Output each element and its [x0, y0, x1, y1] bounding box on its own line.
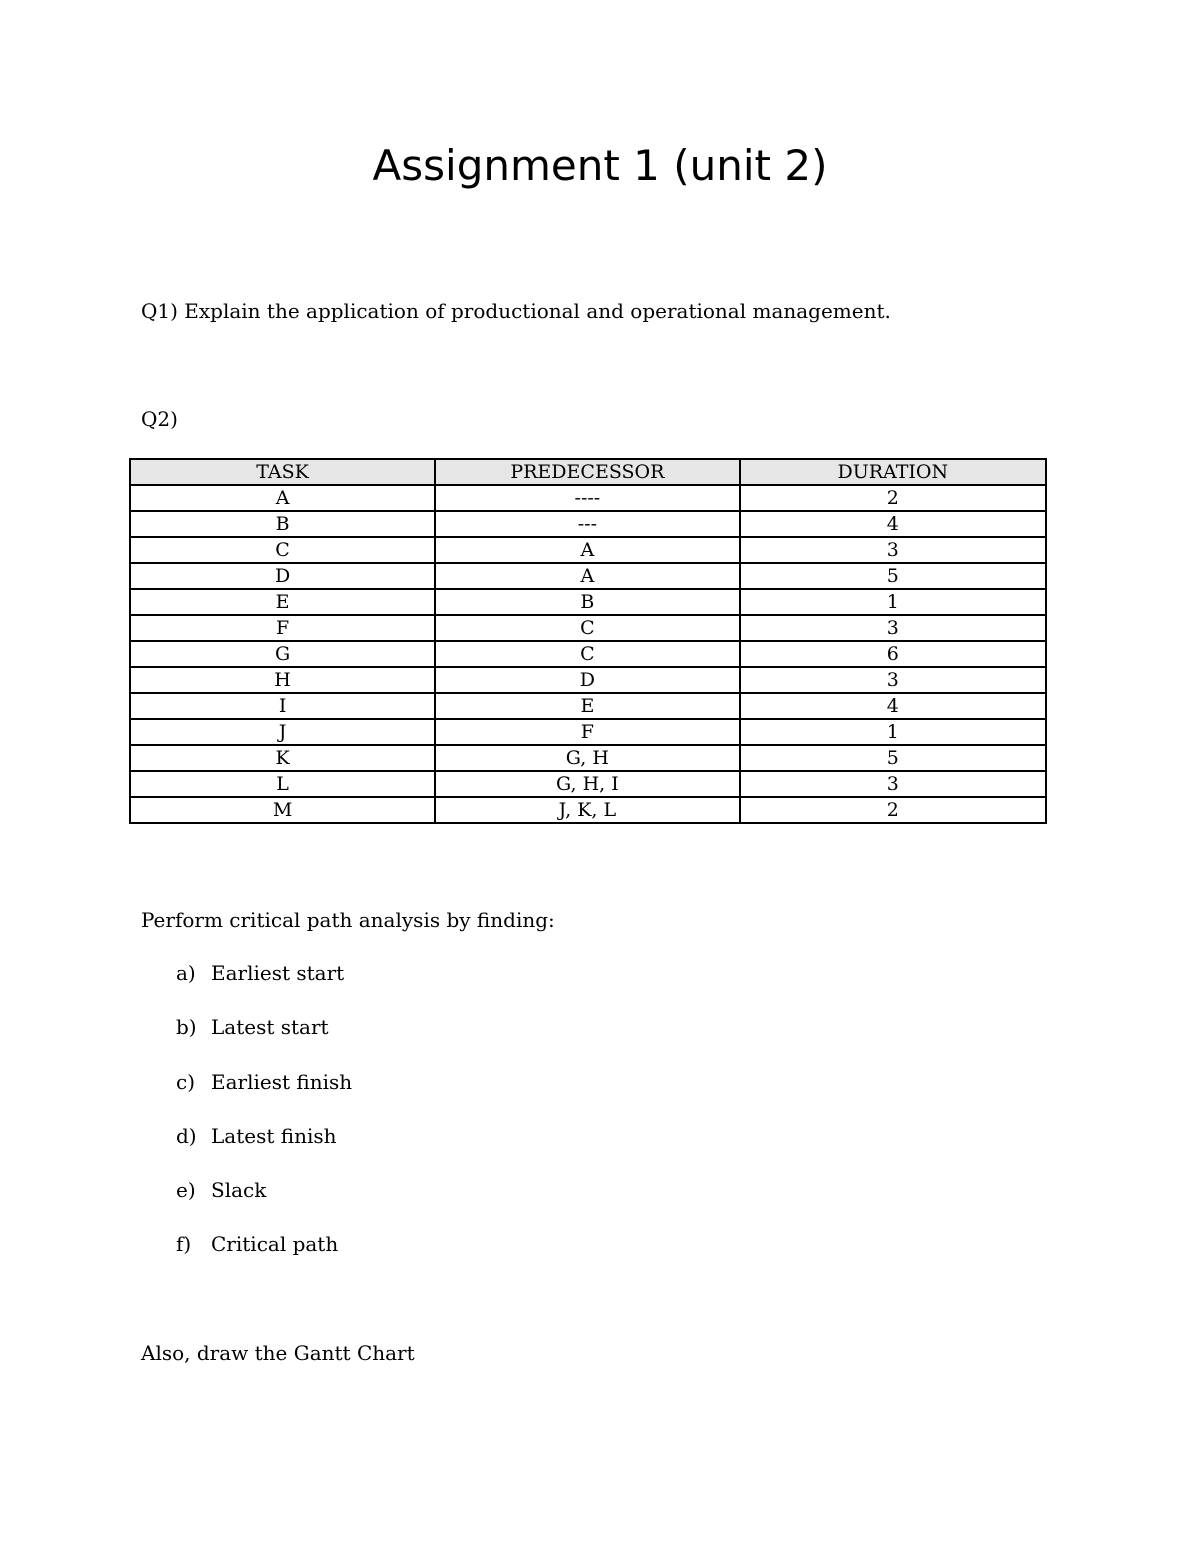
task-cell: H	[130, 667, 435, 693]
list-item	[176, 1068, 352, 1122]
duration-cell: 5	[740, 563, 1046, 589]
list-marker: d)	[176, 1123, 197, 1148]
list-item	[176, 1176, 352, 1230]
task-cell: D	[130, 563, 435, 589]
table-row	[130, 693, 1046, 719]
table-row	[130, 771, 1046, 797]
table-row	[130, 797, 1046, 823]
table-row	[130, 511, 1046, 537]
column-header-duration: DURATION	[740, 459, 1046, 485]
predecessor-cell: F	[435, 719, 739, 745]
predecessor-cell: G, H	[435, 745, 739, 771]
duration-cell: 1	[740, 589, 1046, 615]
predecessor-cell: C	[435, 641, 739, 667]
analysis-steps-list	[176, 959, 352, 1285]
duration-cell: 6	[740, 641, 1046, 667]
list-item	[176, 1122, 352, 1176]
task-cell: K	[130, 745, 435, 771]
task-table	[129, 458, 1047, 824]
table-row	[130, 641, 1046, 667]
list-item	[176, 959, 352, 1013]
task-cell: C	[130, 537, 435, 563]
predecessor-cell: E	[435, 693, 739, 719]
predecessor-cell: D	[435, 667, 739, 693]
list-item	[176, 1013, 352, 1067]
duration-cell: 4	[740, 693, 1046, 719]
task-cell: G	[130, 641, 435, 667]
predecessor-cell: B	[435, 589, 739, 615]
duration-cell: 4	[740, 511, 1046, 537]
duration-cell: 1	[740, 719, 1046, 745]
predecessor-cell: A	[435, 563, 739, 589]
task-cell: I	[130, 693, 435, 719]
predecessor-cell: G, H, I	[435, 771, 739, 797]
task-cell: E	[130, 589, 435, 615]
task-cell: J	[130, 719, 435, 745]
table-row	[130, 589, 1046, 615]
page-title: Assignment 1 (unit 2)	[372, 141, 828, 190]
question-2-label: Q2)	[141, 407, 178, 431]
table-header-row	[130, 459, 1046, 485]
task-cell: A	[130, 485, 435, 511]
column-header-predecessor: PREDECESSOR	[435, 459, 739, 485]
list-item-text: Latest start	[211, 1015, 329, 1040]
duration-cell: 3	[740, 615, 1046, 641]
column-header-task: TASK	[130, 459, 435, 485]
table-row	[130, 745, 1046, 771]
predecessor-cell: ----	[435, 485, 739, 511]
table-row	[130, 615, 1046, 641]
duration-cell: 3	[740, 537, 1046, 563]
list-item-text: Earliest start	[211, 961, 345, 985]
duration-cell: 3	[740, 771, 1046, 797]
list-item	[176, 1230, 352, 1284]
task-cell: M	[130, 797, 435, 823]
duration-cell: 2	[740, 485, 1046, 511]
list-marker: f)	[176, 1232, 192, 1257]
duration-cell: 5	[740, 745, 1046, 771]
predecessor-cell: ---	[435, 511, 739, 537]
instruction-text: Perform critical path analysis by finding:	[141, 908, 555, 932]
task-cell: F	[130, 615, 435, 641]
predecessor-cell: A	[435, 537, 739, 563]
list-marker: c)	[176, 1069, 196, 1094]
list-marker: a)	[176, 961, 196, 985]
list-item-text: Slack	[211, 1178, 267, 1203]
table-row	[130, 485, 1046, 511]
list-item-text: Earliest finish	[211, 1069, 353, 1094]
question-1: Q1) Explain the application of productional and operational management.	[141, 299, 891, 323]
table-row	[130, 667, 1046, 693]
task-cell: L	[130, 771, 435, 797]
list-marker: e)	[176, 1178, 196, 1203]
list-marker: b)	[176, 1015, 197, 1040]
task-cell: B	[130, 511, 435, 537]
predecessor-cell: J, K, L	[435, 797, 739, 823]
list-item-text: Critical path	[211, 1232, 339, 1257]
duration-cell: 2	[740, 797, 1046, 823]
closing-instruction: Also, draw the Gantt Chart	[141, 1341, 415, 1365]
table-row	[130, 537, 1046, 563]
list-item-text: Latest finish	[211, 1123, 337, 1148]
table-row	[130, 563, 1046, 589]
duration-cell: 3	[740, 667, 1046, 693]
table-row	[130, 719, 1046, 745]
predecessor-cell: C	[435, 615, 739, 641]
